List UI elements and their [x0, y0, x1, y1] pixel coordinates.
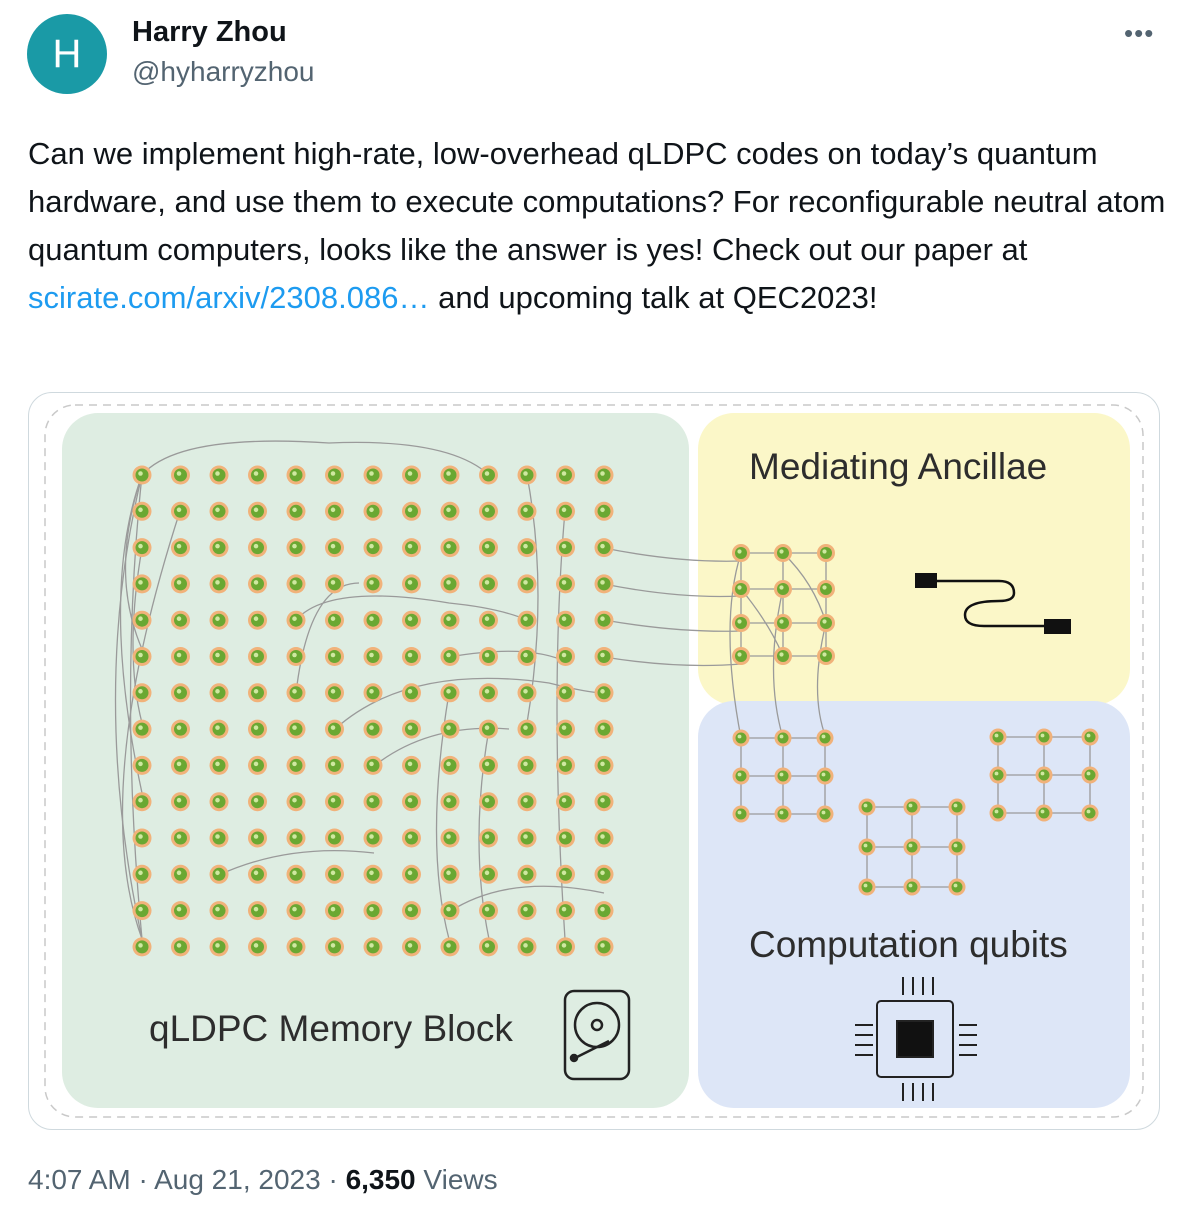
memory-atom [441, 792, 460, 811]
memory-atom [210, 574, 229, 593]
memory-atom [325, 792, 344, 811]
paper-link[interactable]: scirate.com/arxiv/2308.086… [28, 280, 430, 315]
memory-atom [210, 865, 229, 884]
computation-atom [817, 768, 834, 785]
computation-atom [1082, 767, 1099, 784]
views-label: Views [423, 1164, 498, 1195]
memory-atom [556, 538, 575, 557]
memory-atom [402, 829, 421, 848]
memory-atom [441, 683, 460, 702]
ancilla-atom [817, 580, 835, 598]
memory-atom [556, 647, 575, 666]
qldpc-figure [29, 393, 1159, 1129]
memory-atom [518, 792, 537, 811]
memory-atom [325, 502, 344, 521]
memory-atom [402, 865, 421, 884]
memory-atom [364, 720, 383, 739]
memory-atom [364, 937, 383, 956]
memory-atom [210, 720, 229, 739]
tweet-image[interactable] [28, 392, 1160, 1130]
avatar[interactable] [27, 14, 107, 94]
ancillae-label: Mediating Ancillae [749, 446, 1048, 487]
memory-atom [287, 502, 306, 521]
memory-atom [518, 865, 537, 884]
ancilla-atom [774, 647, 792, 665]
ancilla-atom [817, 544, 835, 562]
memory-atom [364, 502, 383, 521]
memory-atom [479, 683, 498, 702]
ancilla-atom [774, 580, 792, 598]
memory-atom [595, 502, 614, 521]
memory-atom [133, 466, 152, 485]
memory-atom [364, 647, 383, 666]
computation-atom [1036, 805, 1053, 822]
memory-atom [171, 901, 190, 920]
memory-atom [402, 611, 421, 630]
ancilla-atom [732, 614, 750, 632]
memory-atom [441, 865, 460, 884]
computation-atom [733, 806, 750, 823]
ancilla-atom [732, 580, 750, 598]
memory-atom [248, 792, 267, 811]
memory-atom [325, 647, 344, 666]
computation-atom [859, 839, 876, 856]
memory-atom [210, 466, 229, 485]
memory-atom [441, 611, 460, 630]
computation-atom [949, 839, 966, 856]
computation-atom [990, 767, 1007, 784]
computation-atom [859, 879, 876, 896]
memory-atom [556, 683, 575, 702]
memory-atom [133, 937, 152, 956]
memory-atom [248, 683, 267, 702]
memory-atom [133, 756, 152, 775]
memory-atom [248, 574, 267, 593]
memory-atom [441, 829, 460, 848]
memory-atom [402, 502, 421, 521]
memory-atom [364, 865, 383, 884]
memory-atom [364, 574, 383, 593]
memory-atom [171, 937, 190, 956]
memory-atom [441, 466, 460, 485]
more-horizontal-icon[interactable]: ••• [1124, 18, 1155, 48]
memory-atom [556, 720, 575, 739]
memory-atom [171, 683, 190, 702]
memory-atom [210, 901, 229, 920]
memory-atom [595, 792, 614, 811]
memory-atom [402, 647, 421, 666]
memory-atom [133, 683, 152, 702]
memory-atom [556, 829, 575, 848]
memory-atom [171, 538, 190, 557]
memory-atom [479, 829, 498, 848]
memory-atom [402, 538, 421, 557]
computation-atom [904, 799, 921, 816]
computation-atom [1036, 767, 1053, 784]
memory-atom [287, 647, 306, 666]
memory-atom [595, 466, 614, 485]
memory-atom [402, 720, 421, 739]
memory-atom [479, 502, 498, 521]
memory-atom [325, 720, 344, 739]
memory-atom [248, 865, 267, 884]
ancilla-atom [817, 614, 835, 632]
separator: · [130, 1164, 155, 1195]
ancilla-atom [817, 647, 835, 665]
computation-atom [733, 768, 750, 785]
memory-atom [479, 647, 498, 666]
computation-atom [733, 730, 750, 747]
computation-atom [990, 805, 1007, 822]
memory-atom [325, 611, 344, 630]
tweet-text-end: and upcoming talk at QEC2023! [429, 280, 878, 315]
memory-atom [595, 538, 614, 557]
tweet-meta [28, 1164, 498, 1196]
memory-atom [441, 756, 460, 775]
author-name[interactable]: Harry Zhou [132, 16, 287, 48]
memory-atom [595, 901, 614, 920]
memory-atom [402, 937, 421, 956]
memory-atom [171, 756, 190, 775]
memory-atom [325, 865, 344, 884]
memory-atom [364, 466, 383, 485]
memory-atom [210, 502, 229, 521]
memory-atom [364, 756, 383, 775]
memory-atom [325, 683, 344, 702]
memory-atom [556, 865, 575, 884]
avatar-letter: H [52, 31, 82, 76]
memory-atom [479, 611, 498, 630]
memory-atom [479, 865, 498, 884]
memory-atom [325, 574, 344, 593]
memory-atom [133, 720, 152, 739]
memory-atom [441, 574, 460, 593]
memory-atom [441, 901, 460, 920]
memory-atom [479, 574, 498, 593]
memory-atom [171, 720, 190, 739]
memory-atom [133, 829, 152, 848]
computation-atom [775, 768, 792, 785]
memory-atom [556, 901, 575, 920]
memory-atom [402, 683, 421, 702]
computation-atom [1036, 729, 1053, 746]
memory-atom [133, 611, 152, 630]
memory-atom [325, 466, 344, 485]
memory-atom [518, 647, 537, 666]
memory-atom [171, 865, 190, 884]
memory-atom [287, 611, 306, 630]
tweet-text [28, 130, 1168, 322]
memory-atom [479, 792, 498, 811]
memory-atom [556, 574, 575, 593]
memory-atom [325, 756, 344, 775]
memory-atom [441, 720, 460, 739]
memory-atom [133, 574, 152, 593]
memory-atom [402, 792, 421, 811]
memory-atom [556, 611, 575, 630]
memory-atom [556, 466, 575, 485]
memory-atom [595, 720, 614, 739]
memory-atom [556, 502, 575, 521]
memory-atom [248, 720, 267, 739]
memory-atom [248, 502, 267, 521]
memory-atom [364, 538, 383, 557]
memory-atom [479, 901, 498, 920]
memory-atom [171, 574, 190, 593]
memory-atom [287, 792, 306, 811]
memory-atom [364, 901, 383, 920]
memory-atom [210, 683, 229, 702]
memory-atom [364, 683, 383, 702]
memory-atom [171, 466, 190, 485]
computation-atom [990, 729, 1007, 746]
memory-atom [595, 611, 614, 630]
memory-atom [518, 901, 537, 920]
memory-atom [248, 937, 267, 956]
memory-atom [402, 901, 421, 920]
memory-atom [595, 865, 614, 884]
computation-atom [1082, 729, 1099, 746]
memory-atom [518, 720, 537, 739]
memory-atom [248, 611, 267, 630]
computation-atom [817, 730, 834, 747]
memory-atom [133, 901, 152, 920]
computation-atom [775, 806, 792, 823]
memory-atom [402, 756, 421, 775]
memory-atom [171, 611, 190, 630]
ancilla-atom [774, 614, 792, 632]
memory-atom [441, 538, 460, 557]
memory-atom [171, 502, 190, 521]
memory-atom [402, 466, 421, 485]
timestamp[interactable]: 4:07 AM [28, 1164, 131, 1195]
memory-atom [248, 829, 267, 848]
computation-atom [949, 799, 966, 816]
computation-atom [817, 806, 834, 823]
memory-atom [171, 647, 190, 666]
memory-atom [248, 538, 267, 557]
memory-atom [133, 647, 152, 666]
computation-atom [904, 839, 921, 856]
memory-atom [556, 756, 575, 775]
computation-atom [775, 730, 792, 747]
memory-atom [210, 538, 229, 557]
computation-label: Computation qubits [749, 924, 1068, 965]
views-count: 6,350 [345, 1164, 416, 1195]
memory-atom [595, 937, 614, 956]
memory-atom [210, 829, 229, 848]
memory-atom [364, 611, 383, 630]
memory-atom [479, 538, 498, 557]
memory-atom [325, 538, 344, 557]
memory-atom [210, 756, 229, 775]
memory-atom [287, 720, 306, 739]
memory-atom [133, 865, 152, 884]
memory-atom [287, 937, 306, 956]
memory-atom [518, 502, 537, 521]
memory-atom [248, 901, 267, 920]
memory-atom [171, 829, 190, 848]
memory-atom [441, 502, 460, 521]
computation-atom [1082, 805, 1099, 822]
memory-atom [595, 574, 614, 593]
memory-atom [441, 647, 460, 666]
memory-atom [595, 647, 614, 666]
memory-atom [518, 756, 537, 775]
computation-atom [904, 879, 921, 896]
memory-atom [556, 792, 575, 811]
memory-atom [595, 756, 614, 775]
memory-atom [287, 756, 306, 775]
memory-block-label: qLDPC Memory Block [149, 1008, 513, 1049]
memory-atom [518, 937, 537, 956]
memory-atom [479, 720, 498, 739]
author-handle[interactable]: @hyharryzhou [132, 56, 315, 87]
memory-atom [287, 829, 306, 848]
computation-atom [949, 879, 966, 896]
memory-atom [325, 901, 344, 920]
memory-atom [518, 683, 537, 702]
ancilla-atom [732, 544, 750, 562]
memory-atom [402, 574, 421, 593]
memory-atom [171, 792, 190, 811]
memory-atom [287, 901, 306, 920]
memory-atom [595, 683, 614, 702]
memory-atom [518, 538, 537, 557]
separator: · [320, 1164, 346, 1195]
memory-atom [287, 683, 306, 702]
memory-atom [248, 466, 267, 485]
date[interactable]: Aug 21, 2023 [154, 1164, 321, 1195]
memory-atom [364, 829, 383, 848]
memory-atom [325, 937, 344, 956]
memory-atom [518, 574, 537, 593]
memory-atom [518, 466, 537, 485]
memory-atom [210, 647, 229, 666]
memory-atom [248, 756, 267, 775]
memory-atom [248, 647, 267, 666]
computation-atom [859, 799, 876, 816]
memory-atom [364, 792, 383, 811]
memory-atom [133, 502, 152, 521]
memory-atom [287, 865, 306, 884]
memory-atom [479, 756, 498, 775]
memory-atom [518, 611, 537, 630]
memory-atom [210, 937, 229, 956]
ancilla-atom [732, 647, 750, 665]
memory-atom [287, 538, 306, 557]
memory-atom [287, 466, 306, 485]
memory-atom [133, 538, 152, 557]
memory-atom [210, 611, 229, 630]
memory-atom [479, 466, 498, 485]
memory-atom [325, 829, 344, 848]
memory-atom [287, 574, 306, 593]
tweet-text-start: Can we implement high-rate, low-overhead qLDPC codes on today’s quantum hardware, and use them to execute computations? For reconfigurable neutral atom quantum computers, looks like the answer is yes! Check out our paper at [28, 136, 1166, 267]
memory-atom [479, 937, 498, 956]
memory-atom [595, 829, 614, 848]
memory-atom [556, 937, 575, 956]
memory-atom [133, 792, 152, 811]
ancilla-atom [774, 544, 792, 562]
memory-atom [441, 937, 460, 956]
memory-atom [210, 792, 229, 811]
memory-atom [518, 829, 537, 848]
